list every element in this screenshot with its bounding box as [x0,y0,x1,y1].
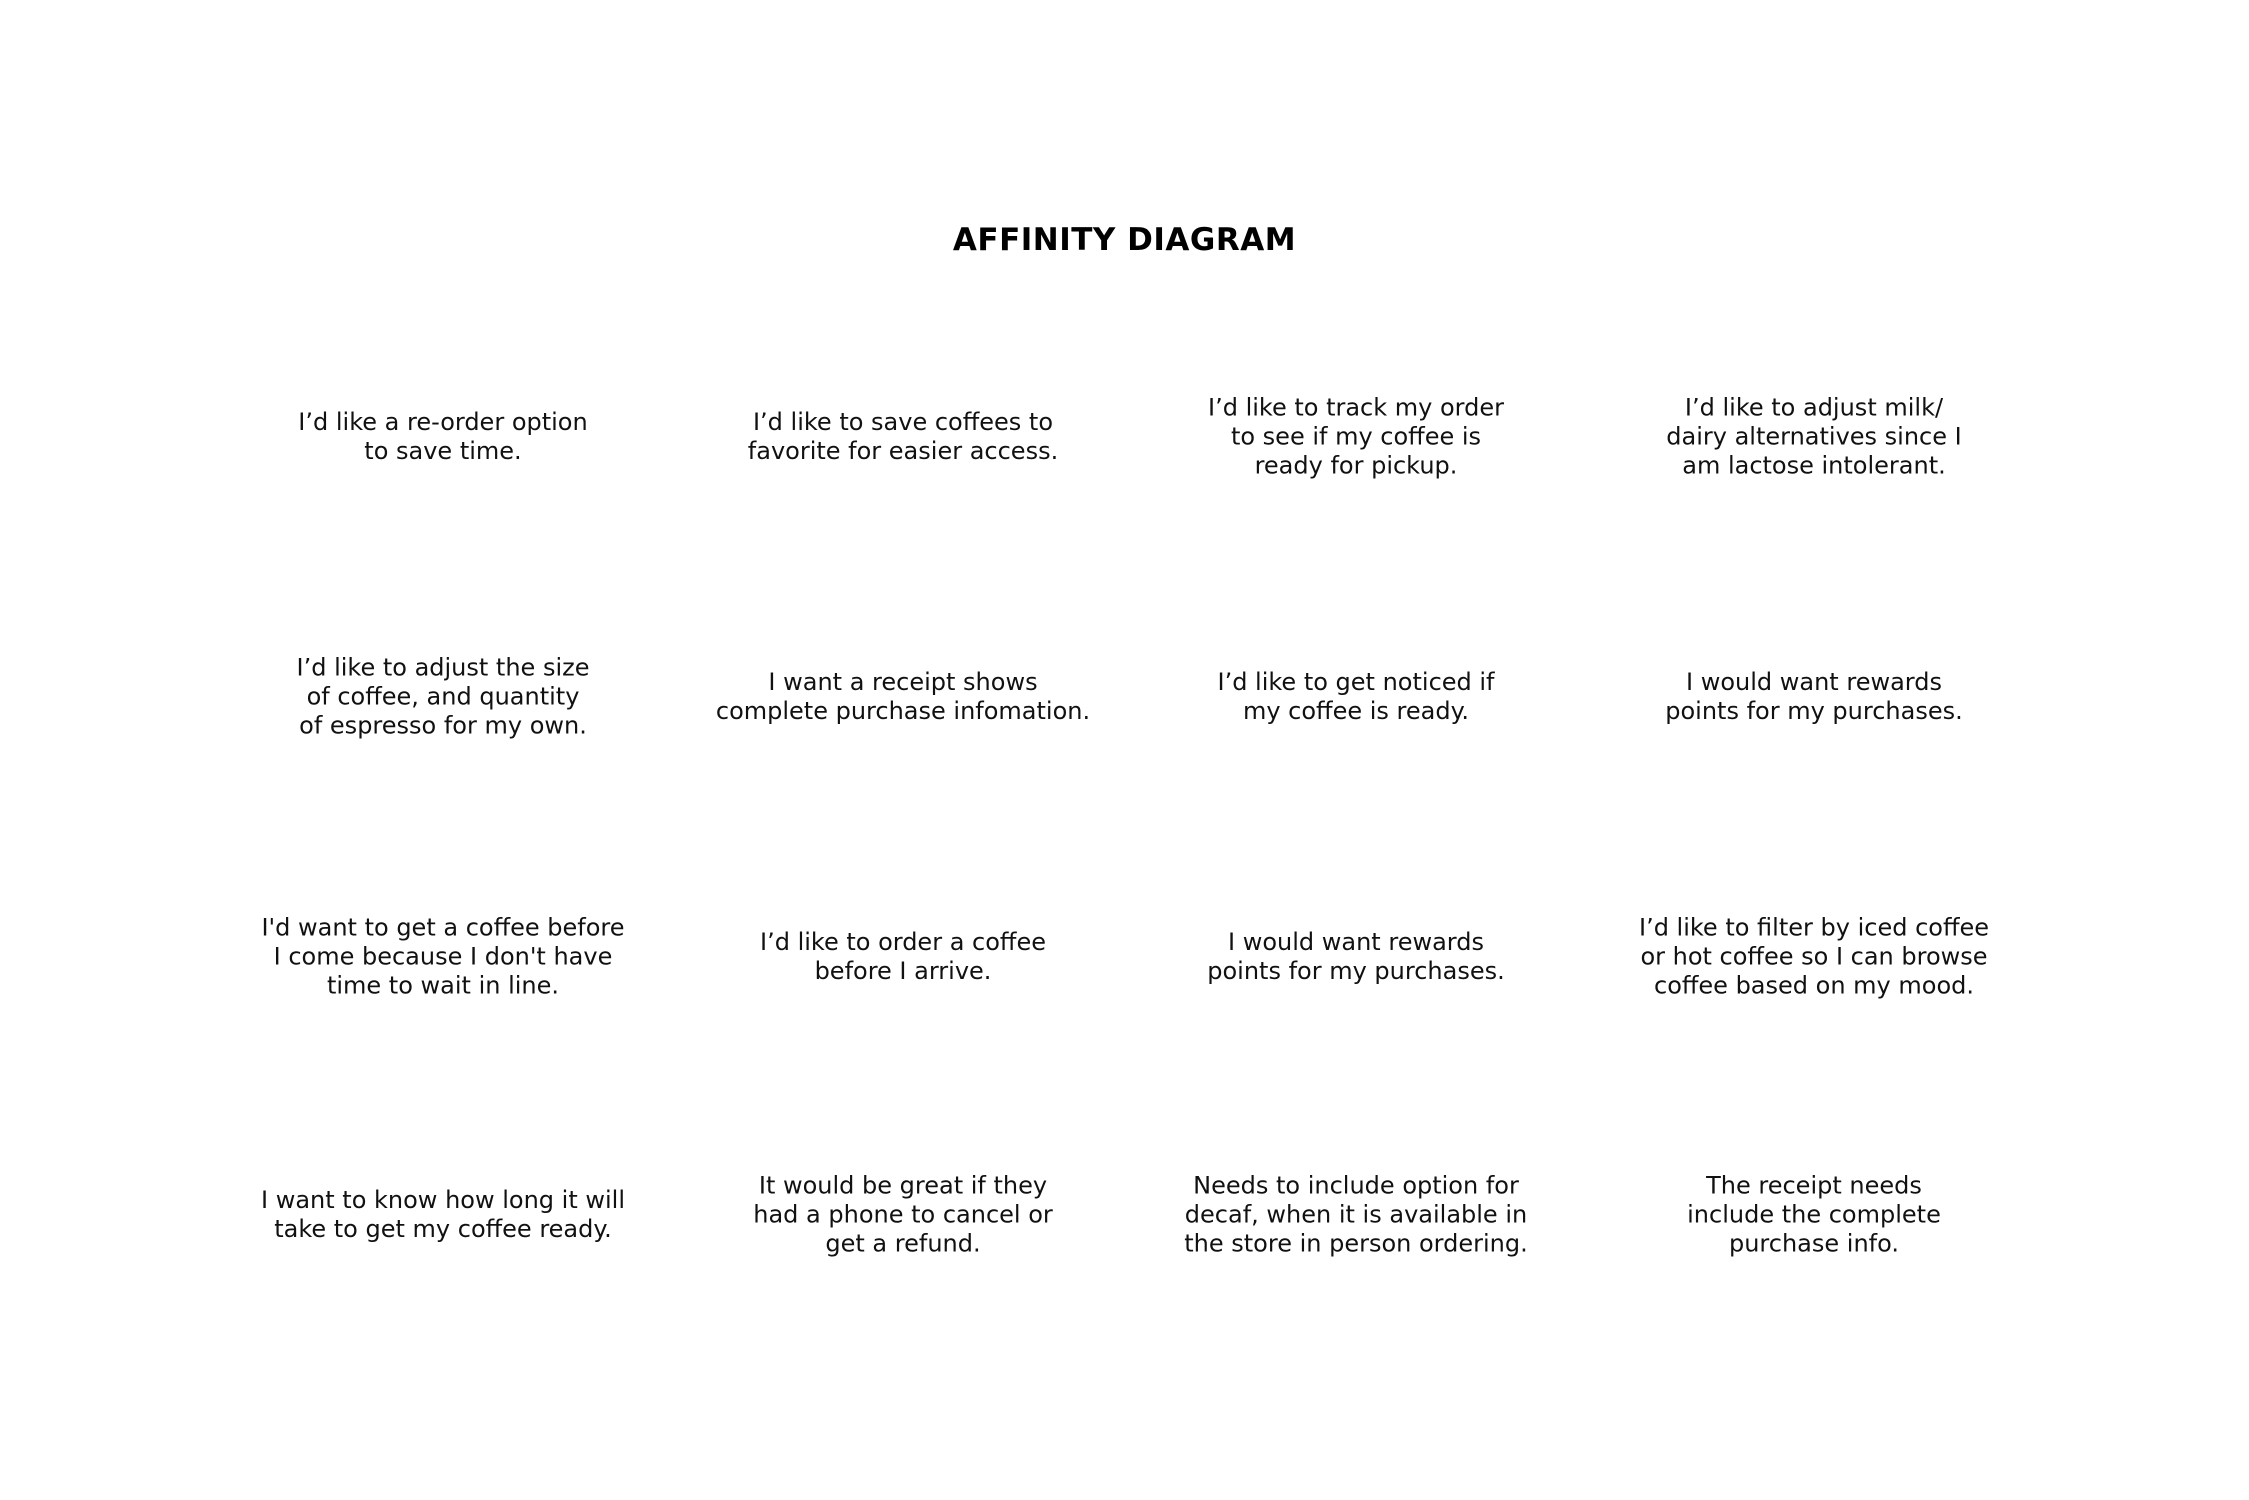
affinity-note: I would want rewards points for my purchases. [1207,928,1505,985]
affinity-note: I’d like to filter by iced coffee or hot coffee so I can browse coffee based on my mood. [1638,913,1990,1000]
affinity-note: The receipt needs include the complete purchase info. [1687,1171,1941,1258]
affinity-note: I’d like to track my order to see if my coffee is ready for pickup. [1208,393,1504,480]
affinity-note: Needs to include option for decaf, when it is available in the store in person ordering. [1184,1171,1528,1258]
affinity-note: I want a receipt shows complete purchase infomation. [715,668,1091,725]
affinity-note: I’d like to adjust the size of coffee, and quantity of espresso for my own. [296,653,590,740]
affinity-note: I want to know how long it will take to get my coffee ready. [261,1186,625,1243]
affinity-note: I’d like to get noticed if my coffee is ready. [1217,668,1495,725]
affinity-note: It would be great if they had a phone to cancel or get a refund. [753,1171,1053,1258]
affinity-note: I’d like to order a coffee before I arrive. [760,928,1046,985]
affinity-note: I’d like to adjust milk/ dairy alternatives since I am lactose intolerant. [1666,393,1962,480]
affinity-note: I’d like to save coffees to favorite for easier access. [747,408,1059,465]
affinity-note: I'd want to get a coffee before I come because I don't have time to wait in line. [261,913,625,1000]
affinity-note: I would want rewards points for my purchases. [1665,668,1963,725]
affinity-note: I’d like a re-order option to save time. [298,408,588,465]
diagram-title: AFFINITY DIAGRAM [952,222,1297,258]
